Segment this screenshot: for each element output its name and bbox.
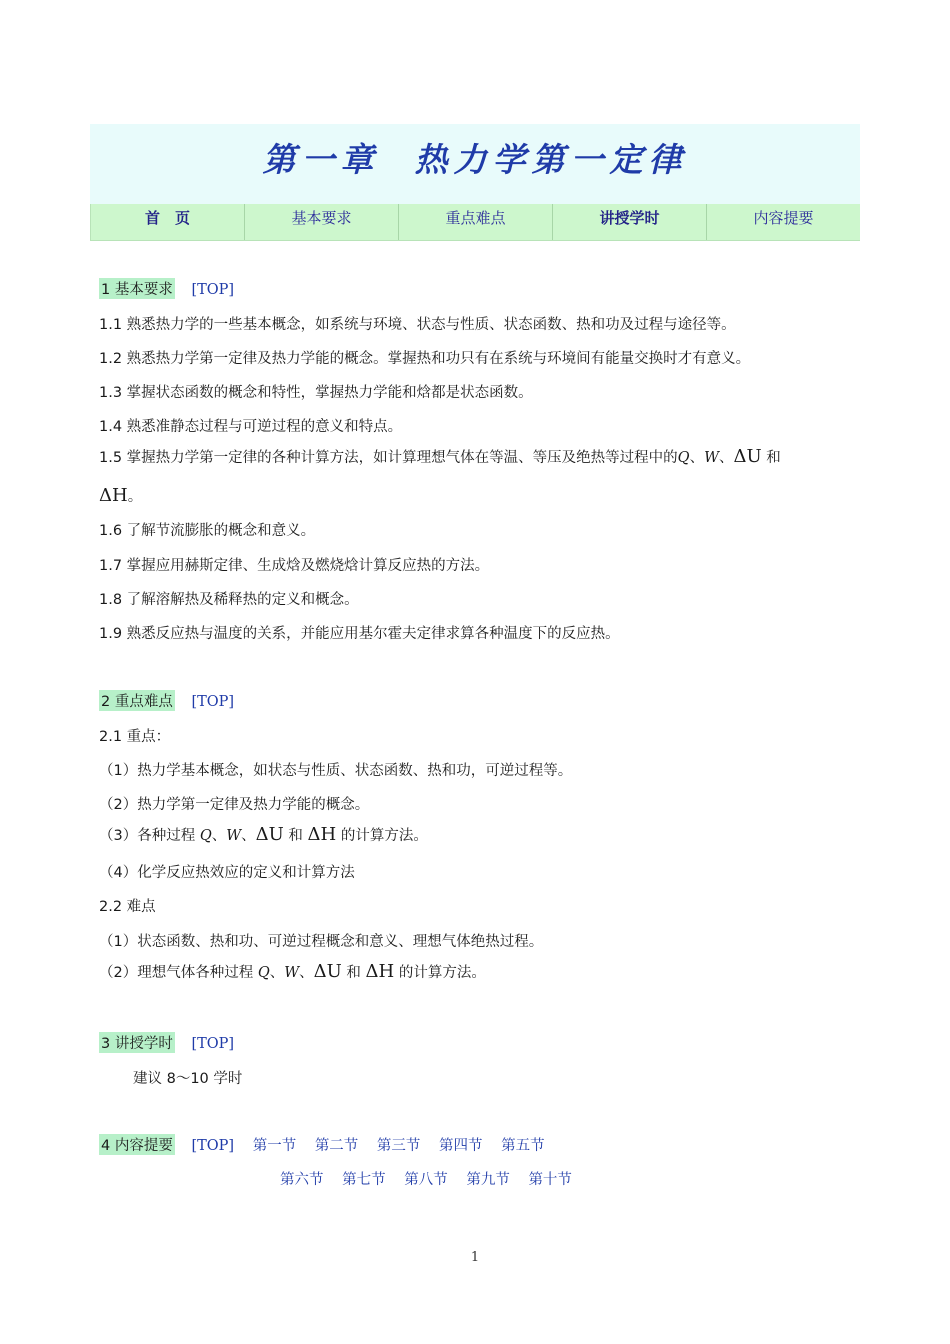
requirement-1-8: 1.8 了解溶解热及稀释热的定义和概念。 [99,592,359,608]
requirement-1-9: 1.9 熟悉反应热与温度的关系，并能应用基尔霍夫定律求算各种温度下的反应热。 [99,626,620,642]
difficulties-subheading: 2.2 难点 [99,899,156,915]
key-points-subheading: 2.1 重点： [99,729,171,745]
requirement-1-1: 1.1 熟悉热力学的一些基本概念，如系统与环境、状态与性质、状态函数、热和功及过程与途径等。 [99,317,736,333]
symbol-q: Q [677,450,690,466]
link-section-7[interactable]: 第七节 [342,1172,386,1188]
top-link[interactable]: [TOP] [191,1036,235,1052]
requirement-1-5-text: 1.5 掌握热力学第一定律的各种计算方法，如计算理想气体在等温、等压及绝热等过程中的 [99,450,678,466]
requirement-1-7: 1.7 掌握应用赫斯定律、生成焓及燃烧焓计算反应热的方法。 [99,558,490,574]
section-2-heading-row [99,690,234,711]
link-section-3[interactable]: 第三节 [376,1138,421,1154]
requirement-1-3: 1.3 掌握状态函数的概念和特性，掌握热力学能和焓都是状态函数。 [99,385,533,401]
link-section-5[interactable]: 第五节 [501,1138,545,1154]
section-3-heading: 3 讲授学时 [99,1032,175,1053]
symbol-w: W [226,828,242,844]
section-1-heading: 1 基本要求 [99,278,175,299]
symbol-delta-u: ΔU [255,824,284,845]
key-point-1: （1）热力学基本概念，如状态与性质、状态函数、热和功，可逆过程等。 [99,763,573,779]
section-4-heading-row [99,1134,545,1155]
nav-home[interactable]: 首 页 [90,204,244,240]
symbol-delta-u: ΔU [313,961,342,982]
requirement-1-2: 1.2 熟悉热力学第一定律及热力学能的概念。掌握热和功只有在系统与环境间有能量交换时才有意义。 [99,351,751,367]
link-section-10[interactable]: 第十节 [528,1172,572,1188]
nav-teaching-hours[interactable]: 讲授学时 [552,204,706,240]
difficulty-1: （1）状态函数、热和功、可逆过程概念和意义、理想气体绝热过程。 [99,934,544,950]
key-point-3: （3）各种过程 Q、W、ΔU 和 ΔH 的计算方法。 [99,824,428,845]
nav-content-summary[interactable]: 内容提要 [706,204,860,240]
symbol-delta-h: ΔH [307,824,337,845]
section-2-heading: 2 重点难点 [99,690,175,711]
title-banner [90,124,860,204]
nav-basic-requirements[interactable]: 基本要求 [244,204,398,240]
section-1-heading-row [99,278,234,299]
link-section-8[interactable]: 第八节 [404,1172,448,1188]
top-link[interactable]: [TOP] [191,282,235,298]
section-3-heading-row [99,1032,234,1053]
requirement-1-5-cont: ΔH。 [99,485,143,506]
link-section-6[interactable]: 第六节 [280,1172,324,1188]
symbol-q: Q [257,965,270,981]
teaching-hours-text: 建议 8～10 学时 [133,1071,243,1087]
symbol-w: W [704,450,719,466]
top-link[interactable]: [TOP] [191,694,235,710]
link-section-9[interactable]: 第九节 [466,1172,510,1188]
requirement-1-6: 1.6 了解节流膨胀的概念和意义。 [99,523,316,539]
link-section-4[interactable]: 第四节 [439,1138,483,1154]
symbol-delta-h: ΔH [365,961,395,982]
key-point-2: （2）热力学第一定律及热力学能的概念。 [99,797,370,813]
link-section-1[interactable]: 第一节 [252,1138,297,1154]
requirement-1-4: 1.4 熟悉准静态过程与可逆过程的意义和特点。 [99,419,403,435]
requirement-1-5: 1.5 掌握热力学第一定律的各种计算方法，如计算理想气体在等温、等压及绝热等过程中的Q、W、ΔU 和 [99,446,781,467]
symbol-q: Q [199,828,212,844]
link-section-2[interactable]: 第二节 [314,1138,359,1154]
top-link[interactable]: [TOP] [191,1138,235,1154]
page-number: 1 [470,1250,480,1265]
nav-key-points[interactable]: 重点难点 [398,204,552,240]
key-point-4: （4）化学反应热效应的定义和计算方法 [99,865,355,881]
nav-bar [90,204,860,241]
symbol-delta-h: ΔH [99,485,128,506]
section-4-heading: 4 内容提要 [99,1134,175,1155]
chapter-title: 第一章 热力学第一定律 [262,140,688,179]
symbol-delta-u: ΔU [733,446,762,467]
symbol-w: W [284,965,300,981]
section-links-row-2 [266,1168,572,1189]
difficulty-2: （2）理想气体各种过程 Q、W、ΔU 和 ΔH 的计算方法。 [99,961,486,982]
